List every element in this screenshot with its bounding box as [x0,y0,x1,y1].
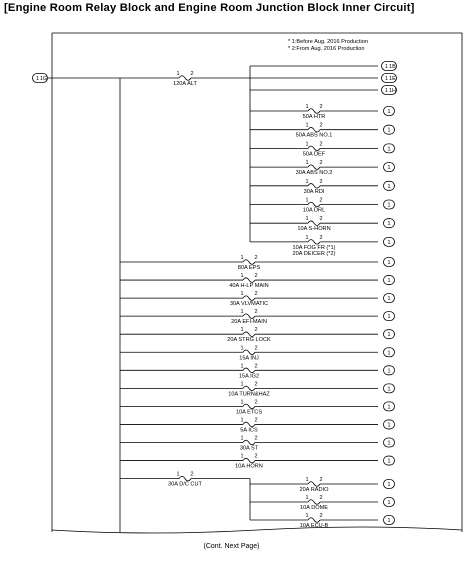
dc-cut-fuse-2-fuse-symbol [308,500,320,505]
main-fuse-6-fuse-symbol [243,350,255,355]
main-fuse-8-fuse-symbol [243,386,255,391]
dc-cut-fuse-2-pin-out: 2 [319,495,323,501]
alt-fuse-3-connector-number: 1 [387,146,391,153]
alt-fuse-6-pin-out: 2 [319,197,323,204]
alt-output-1-pin-id: 1B [389,64,396,70]
main-fuse-2-pin-in: 1 [240,273,244,280]
note-2: * 2:From Aug. 2016 Production [288,46,365,52]
alt-fuse-8-pin-out: 2 [319,234,323,241]
main-fuse-8-connector-number: 1 [387,386,391,393]
alt-fuse-1-pin-out: 2 [319,104,323,110]
alt-fuse-2-pin-in: 1 [305,122,309,129]
main-fuse-4-connector-number: 1 [387,314,391,321]
main-fuse-9-connector-number: 1 [387,404,391,411]
alt-output-3-connector-number: 1 [384,88,389,94]
main-fuse-12-fuse-symbol [243,458,255,463]
alt-fuse-1-pin-in: 1 [305,104,309,110]
main-fuse-12-connector-number: 1 [387,458,391,465]
source-1g-pin-id: 1G [39,76,48,82]
alt-fuse-1-connector-number: 1 [387,109,391,115]
fuse-30a-dc-cut-label: 30A D/C CUT [168,481,202,488]
dc-cut-fuse-1-connector-number: 1 [387,482,391,488]
dc-cut-fuse-3-label: 10A ECU-B [299,523,329,529]
alt-fuse-6-fuse-symbol [308,202,320,207]
alt-fuse-4-pin-in: 1 [305,160,309,167]
main-fuse-10-label: 5A ICS [240,427,258,434]
fuse-30a-dc-cut-pin-out: 2 [190,471,194,478]
main-fuse-12-label: 10A HORN [235,463,263,470]
main-fuse-11-pin-in: 1 [240,435,244,442]
main-fuse-3-fuse-symbol [243,296,255,301]
main-fuse-8-label: 10A TURN&HAZ [228,391,270,398]
main-fuse-2-fuse-symbol [243,278,255,283]
main-fuse-3-pin-in: 1 [240,291,244,298]
alt-fuse-7-pin-in: 1 [305,216,309,223]
alt-fuse-6-connector-number: 1 [387,202,391,209]
alt-fuse-2-pin-out: 2 [319,122,323,129]
main-fuse-1-label: 80A EPS [237,265,261,271]
fuse-120a-alt-fuse-symbol [179,76,191,81]
main-fuse-8-pin-in: 1 [240,381,244,388]
dc-cut-fuse-1-pin-out: 2 [319,477,323,483]
main-fuse-5-pin-out: 2 [254,327,258,334]
main-fuse-6-connector-number: 1 [387,350,391,357]
main-fuse-4-label: 20A EFI-MAIN [231,319,267,326]
page-title: [Engine Room Relay Block and Engine Room Junction Block Inner Circuit] [4,2,415,14]
alt-fuse-7-connector-number: 1 [387,221,391,228]
main-fuse-2-label: 40A H-LP MAIN [229,283,269,290]
source-1g-connector-number: 1 [35,76,40,82]
alt-output-3-pin-id: 1H [388,88,397,94]
alt-output-1-connector-number: 1 [384,64,389,70]
dc-cut-fuse-2-label: 10A DOME [300,505,328,511]
main-fuse-9-fuse-symbol [243,404,255,409]
alt-fuse-4-connector-number: 1 [387,165,391,172]
alt-output-2-pin-id: 1E [389,76,396,82]
main-fuse-9-pin-in: 1 [240,399,244,406]
alt-fuse-5-pin-out: 2 [319,178,323,185]
alt-fuse-6-pin-in: 1 [305,197,309,204]
main-fuse-9-pin-out: 2 [254,399,258,406]
main-fuse-6-pin-in: 1 [240,345,244,352]
alt-fuse-3-pin-in: 1 [305,141,309,148]
main-fuse-3-connector-number: 1 [387,296,391,303]
alt-fuse-4-label: 30A ABS NO.2 [295,170,333,177]
alt-fuse-5-fuse-symbol [308,184,320,189]
main-fuse-11-pin-out: 2 [254,435,258,442]
main-fuse-12-pin-in: 1 [240,453,244,460]
alt-fuse-8-pin-in: 1 [305,234,309,241]
fuse-120a-alt-label: 120A ALT [173,81,197,87]
dc-cut-fuse-1-pin-in: 1 [305,477,309,483]
main-fuse-5-fuse-symbol [243,332,255,337]
alt-fuse-2-label: 50A ABS NO.1 [295,132,333,139]
dc-cut-fuse-3-connector-number: 1 [387,518,391,524]
alt-fuse-1-label: 50A HTR [302,114,326,120]
main-fuse-10-fuse-symbol [243,422,255,427]
main-fuse-11-connector-number: 1 [387,440,391,447]
alt-fuse-8-connector-number: 1 [387,239,391,246]
main-fuse-1-fuse-symbol [243,260,255,265]
alt-fuse-4-pin-out: 2 [319,160,323,167]
alt-fuse-3-fuse-symbol [308,146,320,151]
main-fuse-4-fuse-symbol [243,314,255,319]
alt-fuse-8-label-2: 20A DEICER (*2) [292,250,336,257]
dc-cut-fuse-2-connector-number: 1 [387,500,391,506]
main-fuse-4-pin-in: 1 [240,309,244,316]
main-fuse-8-pin-out: 2 [254,381,258,388]
alt-fuse-6-label: 10A DRL [302,207,326,214]
alt-fuse-4-fuse-symbol [308,165,320,170]
alt-fuse-8-label: 10A FOG FR (*1) [292,244,336,251]
main-fuse-2-pin-out: 2 [254,273,258,280]
main-fuse-2-connector-number: 1 [387,278,391,285]
continuation-note: (Cont. Next Page) [203,543,260,550]
main-fuse-3-pin-out: 2 [254,291,258,298]
main-fuse-1-pin-in: 1 [240,255,244,261]
main-fuse-6-pin-out: 2 [254,345,258,352]
production-notes [288,39,368,52]
main-fuse-6-label: 15A INJ [239,355,259,362]
alt-fuse-3-pin-out: 2 [319,141,323,148]
dc-cut-fuse-2-pin-in: 1 [305,495,309,501]
alt-fuse-7-pin-out: 2 [319,216,323,223]
main-fuse-7-label: 15A IG2 [238,373,260,380]
main-fuse-7-pin-in: 1 [240,363,244,370]
alt-fuse-5-pin-in: 1 [305,178,309,185]
dc-cut-fuse-1-label: 20A RADIO [299,487,329,493]
alt-output-2-connector-number: 1 [384,76,389,82]
alt-fuse-5-connector-number: 1 [387,183,391,190]
fuse-30a-dc-cut-fuse-symbol [179,476,191,481]
note-1: * 1:Before Aug. 2016 Production [288,39,368,45]
main-fuse-12-pin-out: 2 [254,453,258,460]
main-fuse-10-pin-in: 1 [240,417,244,424]
fuse-120a-alt-pin-out: 2 [190,71,194,77]
alt-fuse-2-connector-number: 1 [387,127,391,134]
main-fuse-5-label: 20A STRG LOCK [227,337,271,344]
alt-fuse-8-fuse-symbol [308,240,320,245]
frame-tear-edge [52,527,462,533]
alt-fuse-7-fuse-symbol [308,221,320,226]
dc-cut-fuse-3-fuse-symbol [308,518,320,523]
dc-cut-fuse-3-pin-out: 2 [319,513,323,519]
main-fuse-4-pin-out: 2 [254,309,258,316]
main-fuse-10-connector-number: 1 [387,422,391,429]
main-fuse-1-pin-out: 2 [254,255,258,261]
main-fuse-3-label: 30A VLVMATIC [229,301,269,308]
main-fuse-11-fuse-symbol [243,440,255,445]
main-fuse-10-pin-out: 2 [254,417,258,424]
fuse-30a-dc-cut-pin-in: 1 [176,471,180,478]
main-fuse-5-pin-in: 1 [240,327,244,334]
alt-fuse-1-fuse-symbol [308,109,320,114]
main-fuse-7-fuse-symbol [243,368,255,373]
alt-fuse-2-fuse-symbol [308,127,320,132]
fuse-120a-alt-pin-in: 1 [176,71,180,77]
main-fuse-11-label: 30A ST [239,445,259,452]
main-fuse-9-label: 10A ETCS [235,409,263,416]
main-fuse-7-connector-number: 1 [387,368,391,375]
alt-fuse-7-label: 10A S-HORN [297,226,331,233]
dc-cut-fuse-3-pin-in: 1 [305,513,309,519]
main-fuse-7-pin-out: 2 [254,363,258,370]
main-fuse-1-connector-number: 1 [387,260,391,266]
alt-fuse-3-label: 50A DEF [302,151,326,158]
dc-cut-fuse-1-fuse-symbol [308,482,320,487]
main-fuse-5-connector-number: 1 [387,332,391,339]
connector-group [33,62,397,525]
alt-fuse-5-label: 30A RDI [303,188,325,195]
